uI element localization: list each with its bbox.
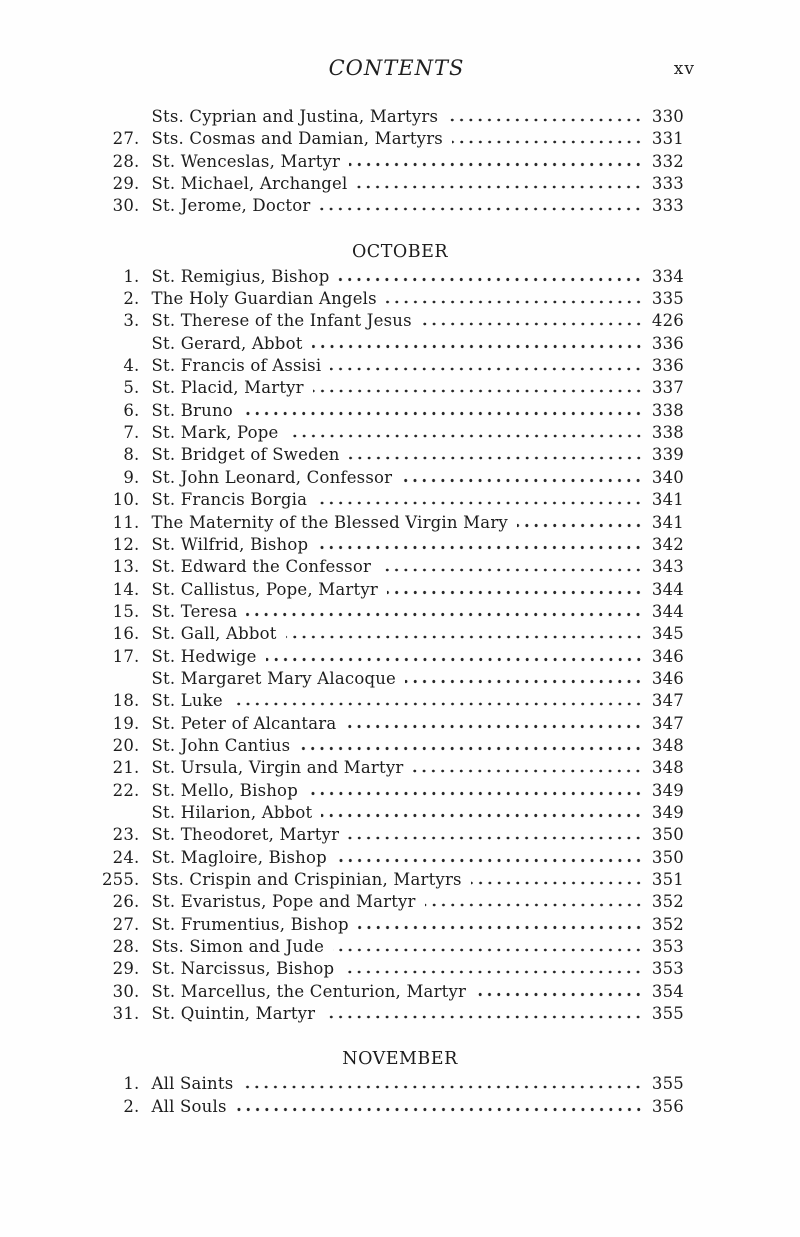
entry-day-number: 23. <box>112 825 140 845</box>
entry-day-number: 15. <box>112 601 140 621</box>
entry-day-number: 26. <box>112 892 140 912</box>
entry-title: St. Quintin, Martyr <box>151 1004 316 1024</box>
entry-page-number: 340 <box>651 467 684 487</box>
section-entries <box>98 266 684 1026</box>
entry-page-number: 341 <box>651 490 684 510</box>
entry-day-number: 3. <box>123 311 140 331</box>
dot-leader <box>380 568 643 573</box>
dot-leader <box>286 635 643 640</box>
entry-day-number: 28. <box>112 151 140 171</box>
entry-day-number: 17. <box>112 646 140 666</box>
toc-entry-row <box>98 489 684 511</box>
toc-section <box>98 1048 684 1118</box>
toc-entry-row <box>98 780 684 802</box>
entry-day-number: 4. <box>123 356 140 376</box>
entry-title: St. Francis of Assisi <box>151 356 322 376</box>
entry-day-number: 27. <box>112 129 140 149</box>
entry-title: St. Frumentius, Bishop <box>151 914 349 934</box>
dot-leader <box>386 300 643 305</box>
toc-entry-row <box>98 106 684 128</box>
toc-entry-row <box>98 467 684 489</box>
entry-page-number: 349 <box>651 780 684 800</box>
toc-entry-row <box>98 333 684 355</box>
toc-entry-row <box>98 601 684 623</box>
dot-leader <box>333 948 643 953</box>
toc-entry-row <box>98 377 684 399</box>
dot-leader <box>242 1085 643 1090</box>
toc-entry-row <box>98 151 684 173</box>
entry-page-number: 342 <box>651 534 684 554</box>
entry-title: St. Magloire, Bishop <box>151 847 327 867</box>
toc-entry-row <box>98 579 684 601</box>
dot-leader <box>349 162 643 167</box>
entry-page-number: 426 <box>651 311 684 331</box>
dot-leader <box>313 389 643 394</box>
toc-entry-row <box>98 623 684 645</box>
toc-entry-row <box>98 1003 684 1025</box>
toc-entry-row <box>98 958 684 980</box>
entry-page-number: 347 <box>651 713 684 733</box>
entry-page-number: 352 <box>651 892 684 912</box>
entry-page-number: 336 <box>651 333 684 353</box>
entry-title: St. Wilfrid, Bishop <box>151 534 309 554</box>
dot-leader <box>317 545 643 550</box>
toc-entry-row <box>98 1096 684 1118</box>
dot-leader <box>475 992 643 997</box>
entry-title: Sts. Cosmas and Damian, Martyrs <box>151 129 443 149</box>
dot-leader <box>412 769 643 774</box>
toc-entry-row <box>98 936 684 958</box>
toc-entry-row <box>98 847 684 869</box>
section-title: NOVEMBER <box>342 1049 458 1070</box>
entry-day-number: 6. <box>123 400 140 420</box>
dot-leader <box>232 702 643 707</box>
entry-page-number: 343 <box>651 557 684 577</box>
entry-title: St. Theodoret, Martyr <box>151 825 340 845</box>
dot-leader <box>348 836 643 841</box>
entry-page-number: 346 <box>651 646 684 666</box>
running-title: CONTENTS <box>328 56 465 80</box>
toc-entry-row <box>98 646 684 668</box>
dot-leader <box>356 185 643 190</box>
toc-entry-row <box>98 668 684 690</box>
entry-title: Sts. Crispin and Crispinian, Martyrs <box>151 870 462 889</box>
entry-title: St. Placid, Martyr <box>151 378 304 398</box>
dot-leader <box>425 903 643 908</box>
entry-title: St. Hilarion, Abbot <box>151 802 313 822</box>
entry-title: Sts. Simon and Jude <box>151 937 325 957</box>
entry-page-number: 344 <box>651 579 684 599</box>
entry-page-number: 331 <box>651 129 684 149</box>
toc-entry-row <box>98 981 684 1003</box>
toc-entry-row <box>98 444 684 466</box>
entry-day-number: 20. <box>112 735 140 755</box>
toc-entry-row <box>98 824 684 846</box>
toc-entry-row <box>98 735 684 757</box>
entry-title: St. Bruno <box>151 400 233 420</box>
toc-entry-row <box>98 534 684 556</box>
entry-day-number: 19. <box>112 713 140 733</box>
dot-leader <box>242 411 643 416</box>
entry-title: St. Marcellus, the Centurion, Martyr <box>151 981 467 1001</box>
dot-leader <box>343 970 643 975</box>
entry-page-number: 348 <box>651 758 684 778</box>
entry-page-number: 334 <box>651 266 684 286</box>
toc-entry-row <box>98 891 684 913</box>
entry-page-number: 353 <box>651 959 684 979</box>
entry-page-number: 333 <box>651 174 684 194</box>
entry-title: The Maternity of the Blessed Virgin Mary <box>151 512 508 532</box>
toc-entry-row <box>98 1073 684 1095</box>
dot-leader <box>421 322 643 327</box>
page-number: xv <box>673 59 695 79</box>
entry-page-number: 338 <box>651 423 684 443</box>
entry-day-number: 9. <box>123 467 140 487</box>
dot-leader <box>349 456 643 461</box>
dot-leader <box>517 523 643 528</box>
toc-entry-row <box>98 310 684 332</box>
entry-title: St. Ursula, Virgin and Martyr <box>151 758 404 778</box>
dot-leader <box>299 746 643 751</box>
entry-page-number: 332 <box>651 151 684 171</box>
entry-page-number: 337 <box>651 378 684 398</box>
entry-day-number: 29. <box>112 174 140 194</box>
entry-page-number: 333 <box>651 196 684 216</box>
section-entries <box>98 106 684 218</box>
entry-day-number: 2. <box>123 289 140 309</box>
entry-page-number: 356 <box>651 1096 684 1116</box>
entry-page-number: 339 <box>651 445 684 465</box>
dot-leader <box>330 367 643 372</box>
dot-leader <box>266 657 643 662</box>
entry-day-number: 22. <box>112 780 140 800</box>
entry-day-number: 5. <box>123 378 140 398</box>
entry-title: St. Gerard, Abbot <box>151 333 303 353</box>
entry-title: St. Edward the Confessor <box>151 557 372 577</box>
entry-title: St. Michael, Archangel <box>151 174 348 194</box>
toc-entry-row <box>98 757 684 779</box>
entry-day-number: 24. <box>112 847 140 867</box>
toc-entry-row <box>98 288 684 310</box>
dot-leader <box>358 925 643 930</box>
entry-day-number: 18. <box>112 691 140 711</box>
dot-leader <box>324 1015 643 1020</box>
entry-title: St. Remigius, Bishop <box>151 266 330 286</box>
entry-day-number: 16. <box>112 624 140 644</box>
entry-page-number: 355 <box>651 1004 684 1024</box>
entry-title: St. Francis Borgia <box>151 490 308 510</box>
table-of-contents <box>98 106 684 1118</box>
dot-leader <box>288 434 643 439</box>
entry-page-number: 335 <box>651 289 684 309</box>
toc-entry-row <box>98 914 684 936</box>
entry-day-number: 30. <box>112 981 140 1001</box>
entry-page-number: 349 <box>651 802 684 822</box>
toc-entry-row <box>98 690 684 712</box>
dot-leader <box>321 813 643 818</box>
entry-title: All Saints <box>151 1074 234 1094</box>
page-header <box>98 56 695 84</box>
entry-page-number: 352 <box>651 914 684 934</box>
entry-page-number: 350 <box>651 847 684 867</box>
toc-entry-row <box>98 869 684 891</box>
dot-leader <box>405 679 643 684</box>
entry-title: St. Wenceslas, Martyr <box>151 151 341 171</box>
section-entries <box>98 1073 684 1118</box>
entry-title: St. Mello, Bishop <box>151 780 298 800</box>
entry-day-number: 1. <box>123 1074 140 1094</box>
entry-day-number: 11. <box>112 512 140 532</box>
toc-entry-row <box>98 355 684 377</box>
toc-entry-row <box>98 400 684 422</box>
dot-leader <box>387 590 643 595</box>
dot-leader <box>452 140 643 145</box>
entry-title: St. Hedwige <box>151 646 257 666</box>
entry-title: St. Teresa <box>151 601 238 621</box>
entry-page-number: 344 <box>651 601 684 621</box>
dot-leader <box>471 881 643 886</box>
dot-leader <box>236 1107 643 1112</box>
toc-entry-row <box>98 512 684 534</box>
toc-entry-row <box>98 713 684 735</box>
entry-page-number: 346 <box>651 668 684 688</box>
entry-page-number: 347 <box>651 691 684 711</box>
dot-leader <box>401 478 643 483</box>
entry-day-number: 28. <box>112 937 140 957</box>
entry-title: St. Narcissus, Bishop <box>151 959 335 979</box>
entry-page-number: 345 <box>651 624 684 644</box>
section-title: OCTOBER <box>351 241 449 262</box>
entry-page-number: 338 <box>651 400 684 420</box>
entry-title: St. Bridget of Sweden <box>151 445 340 465</box>
entry-day-number: 8. <box>123 445 140 465</box>
dot-leader <box>316 501 643 506</box>
entry-page-number: 354 <box>651 981 684 1001</box>
entry-day-number: 27. <box>112 914 140 934</box>
entry-page-number: 341 <box>651 512 684 532</box>
toc-entry-row <box>98 195 684 217</box>
toc-entry-row <box>98 422 684 444</box>
entry-title: St. John Cantius <box>151 735 291 755</box>
entry-page-number: 330 <box>651 107 684 126</box>
entry-title: St. Evaristus, Pope and Martyr <box>151 892 416 912</box>
entry-title: St. Therese of the Infant Jesus <box>151 311 412 331</box>
dot-leader <box>312 344 643 349</box>
entry-day-number: 13. <box>112 557 140 577</box>
entry-page-number: 336 <box>651 356 684 376</box>
toc-entry-row <box>98 173 684 195</box>
entry-page-number: 355 <box>651 1074 684 1094</box>
entry-day-number: 10. <box>112 490 140 510</box>
dot-leader <box>319 207 643 212</box>
entry-title: St. Jerome, Doctor <box>151 196 311 216</box>
entry-page-number: 348 <box>651 735 684 755</box>
dot-leader <box>307 791 643 796</box>
dot-leader <box>338 277 643 282</box>
entry-day-number: 2. <box>123 1096 140 1116</box>
toc-section <box>98 106 684 218</box>
toc-entry-row <box>98 556 684 578</box>
entry-day-number: 29. <box>112 959 140 979</box>
entry-title: St. Gall, Abbot <box>151 624 277 644</box>
entry-title: St. Mark, Pope <box>151 423 279 443</box>
entry-day-number: 1. <box>123 266 140 286</box>
entry-title: St. John Leonard, Confessor <box>151 467 393 487</box>
entry-title: St. Peter of Alcantara <box>151 713 337 733</box>
entry-page-number: 353 <box>651 937 684 957</box>
dot-leader <box>336 858 643 863</box>
entry-day-number: 21. <box>112 758 140 778</box>
entry-title: St. Margaret Mary Alacoque <box>151 668 397 688</box>
dot-leader <box>246 612 643 617</box>
entry-day-number: 31. <box>112 1004 140 1024</box>
toc-entry-row <box>98 266 684 288</box>
entry-day-number: 12. <box>112 534 140 554</box>
entry-title: The Holy Guardian Angels <box>151 289 377 309</box>
dot-leader <box>345 724 643 729</box>
toc-entry-row <box>98 802 684 824</box>
entry-title: St. Luke <box>151 691 223 711</box>
entry-day-number: 255. <box>101 870 140 889</box>
entry-day-number: 7. <box>123 423 140 443</box>
toc-entry-row <box>98 128 684 150</box>
entry-title: St. Callistus, Pope, Martyr <box>151 579 378 599</box>
entry-day-number: 14. <box>112 579 140 599</box>
entry-title: Sts. Cyprian and Justina, Martyrs <box>151 107 439 126</box>
dot-leader <box>447 118 643 123</box>
entry-day-number: 30. <box>112 196 140 216</box>
toc-section <box>98 241 684 1026</box>
entry-title: All Souls <box>151 1096 227 1116</box>
entry-page-number: 351 <box>651 870 684 889</box>
entry-page-number: 350 <box>651 825 684 845</box>
